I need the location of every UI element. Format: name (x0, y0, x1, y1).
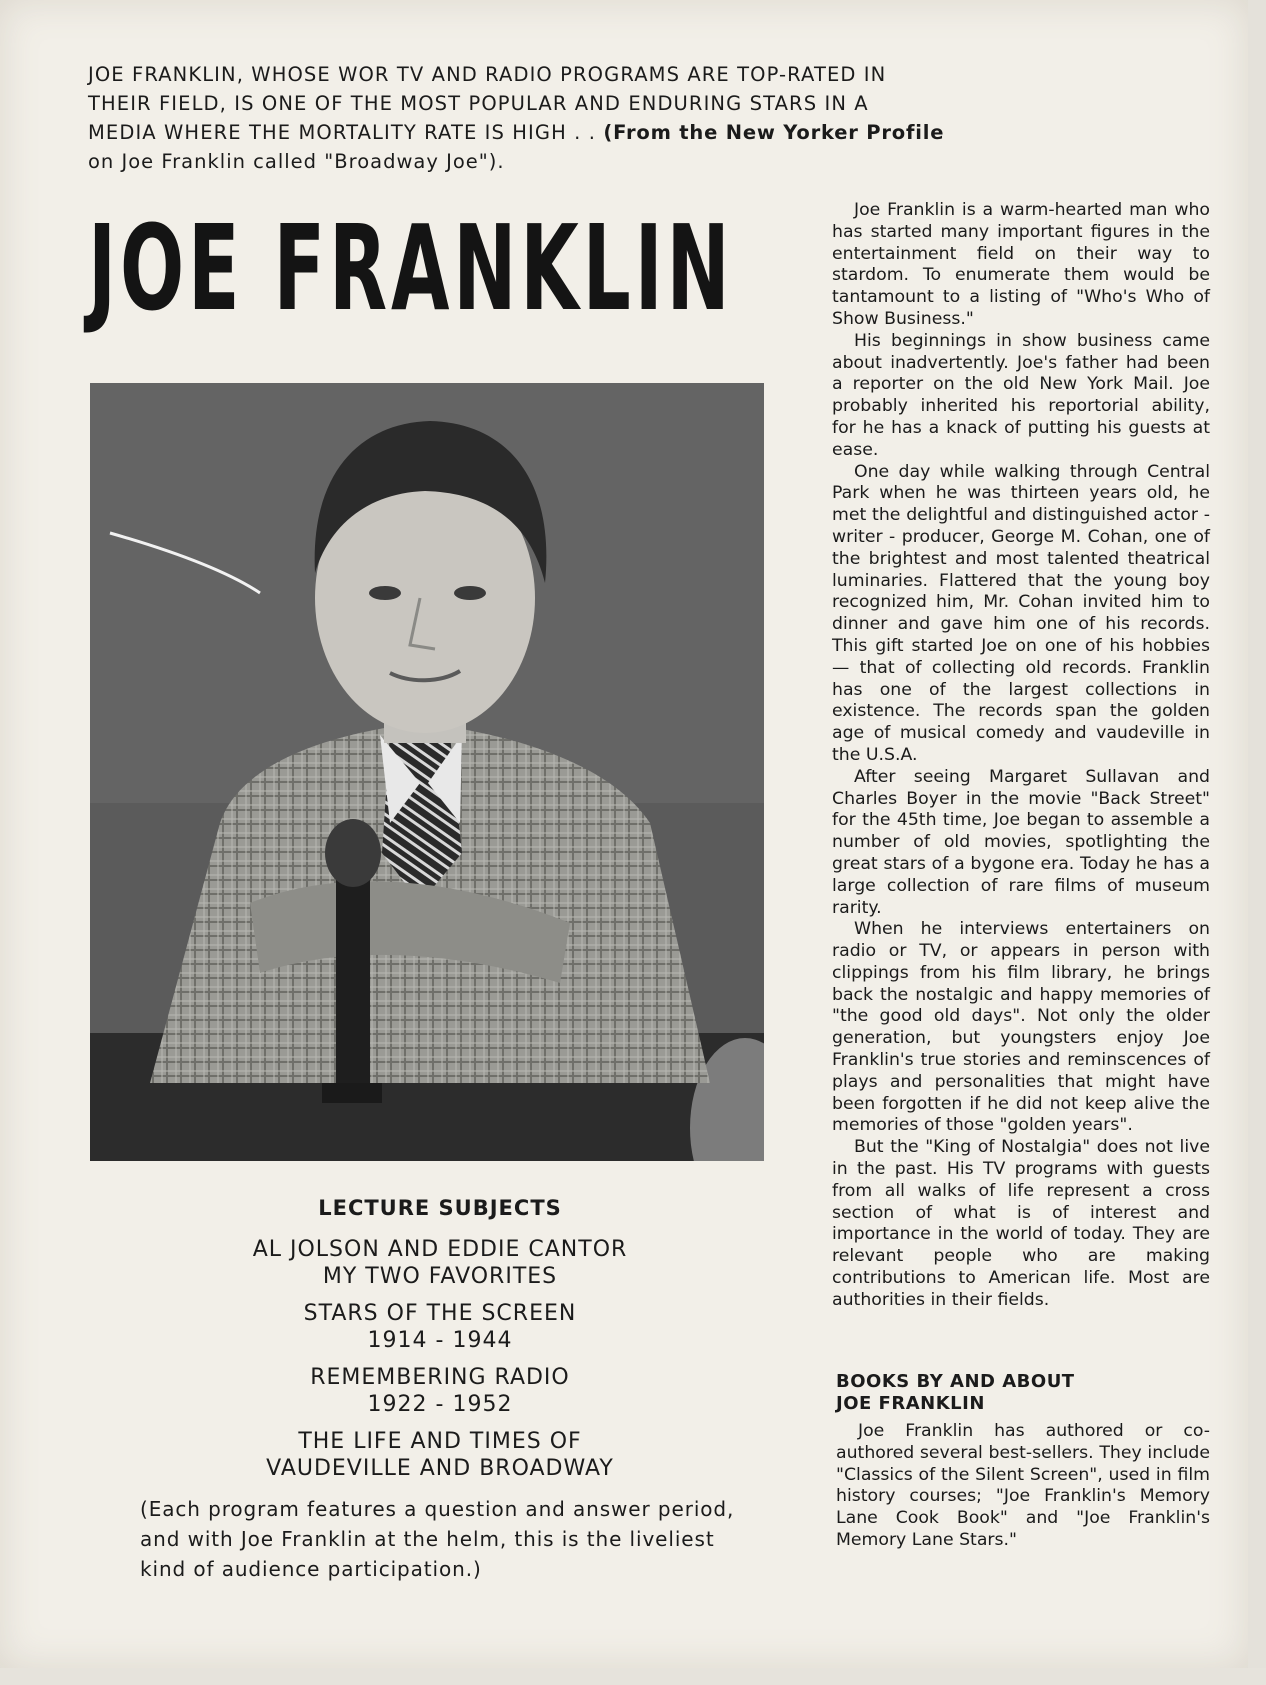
bio-paragraph: But the "King of Nostalgia" does not live in the past. His TV programs with guests from all walks of life represent a cross section of what is of interest and importance in the world of today. They are relevant people who are making contributions to American life. Most are authorities in their fields. (832, 1137, 1210, 1310)
lecture-subject-line: 1922 - 1952 (367, 1392, 513, 1417)
lecture-subject (130, 1300, 750, 1354)
biography-text (832, 200, 1210, 1312)
intro-quote (88, 60, 1028, 176)
lecture-subject-line: THE LIFE AND TIMES OF (298, 1429, 582, 1454)
lecture-subject (130, 1236, 750, 1290)
intro-line: JOE FRANKLIN, WHOSE WOR TV AND RADIO PROGRAMS ARE TOP-RATED IN (88, 63, 887, 86)
lecture-subject-line: AL JOLSON AND EDDIE CANTOR (252, 1237, 628, 1262)
books-paragraph: Joe Franklin has authored or co-authored several best-sellers. They include "Classics of the Silent Screen", used in film history courses; "Joe Franklin's Memory Lane Cook Book" and "Joe Franklin's Memory Lane Stars." (836, 1421, 1210, 1550)
bio-paragraph: Joe Franklin is a warm-hearted man who has started many important figures in the entertainment field on their way to stardom. To enumerate them would be tantamount to a listing of "Who's Who of Show Business." (832, 200, 1210, 329)
intro-source: (From the New Yorker Profile (603, 121, 945, 144)
program-note (140, 1494, 760, 1584)
bio-paragraph: After seeing Margaret Sullavan and Charles Boyer in the movie "Back Street" for the 45th time, Joe began to assemble a number of old movies, spotlighting the great stars of a bygone era. Today he has a large collection of rare films of museum rarity. (832, 766, 1210, 918)
page-edge-bottom (0, 1668, 1266, 1685)
lecture-subject (130, 1364, 750, 1418)
bio-paragraph: When he interviews entertainers on radio or TV, or appears in person with clippings from his film library, he brings back the nostalgic and happy memories of "the good old days". Not only the older generation, but youngsters enjoy Joe Franklin's true stories and reminscences of plays and personalities that might have been forgotten if he did not keep alive the memories of those "golden years". (832, 919, 1210, 1136)
books-text (836, 1421, 1210, 1552)
portrait-photo (90, 383, 764, 1161)
page-edge (1248, 0, 1266, 1685)
portrait-illustration (90, 383, 764, 1161)
lecture-subject-line: VAUDEVILLE AND BROADWAY (266, 1456, 614, 1481)
lecture-subjects (130, 1196, 750, 1492)
intro-line: THEIR FIELD, IS ONE OF THE MOST POPULAR AND ENDURING STARS IN A (88, 92, 869, 115)
lecture-subject (130, 1428, 750, 1482)
intro-source-line: on Joe Franklin called "Broadway Joe"). (88, 150, 505, 173)
books-heading-line: JOE FRANKLIN (836, 1393, 985, 1414)
headline-name: JOE FRANKLIN (88, 199, 734, 337)
program-note-line: (Each program features a question and answer period, (140, 1497, 735, 1521)
lecture-subject-line: REMEMBERING RADIO (310, 1365, 570, 1390)
intro-line-text: MEDIA WHERE THE MORTALITY RATE IS HIGH . . (88, 121, 597, 144)
lecture-subjects-title: LECTURE SUBJECTS (318, 1196, 562, 1220)
bio-paragraph: His beginnings in show business came about inadvertently. Joe's father had been a reporter on the old New York Mail. Joe probably inherited his reportorial ability, for he has a knack of putting his guests at ease. (832, 330, 1210, 460)
intro-line (88, 118, 1028, 147)
lecture-subject-line: 1914 - 1944 (367, 1328, 513, 1353)
program-note-line: and with Joe Franklin at the helm, this is the liveliest (140, 1527, 715, 1551)
bio-paragraph: One day while walking through Central Park when he was thirteen years old, he met the delightful and distinguished actor - writer - producer, George M. Cohan, one of the brightest and most talented theatrical luminaries. Flattered that the young boy recognized him, Mr. Cohan invited him to dinner and gave him one of his records. This gift started Joe on one of his hobbies — that of collecting old records. Franklin has one of the largest collections in existence. The records span the golden age of musical comedy and vaudeville in the U.S.A. (832, 461, 1210, 765)
lecture-subject-line: MY TWO FAVORITES (322, 1264, 558, 1289)
program-note-line: kind of audience participation.) (140, 1557, 482, 1581)
books-heading-line: BOOKS BY AND ABOUT (836, 1371, 1075, 1392)
lecture-subject-line: STARS OF THE SCREEN (303, 1301, 577, 1326)
books-heading (836, 1371, 1216, 1415)
